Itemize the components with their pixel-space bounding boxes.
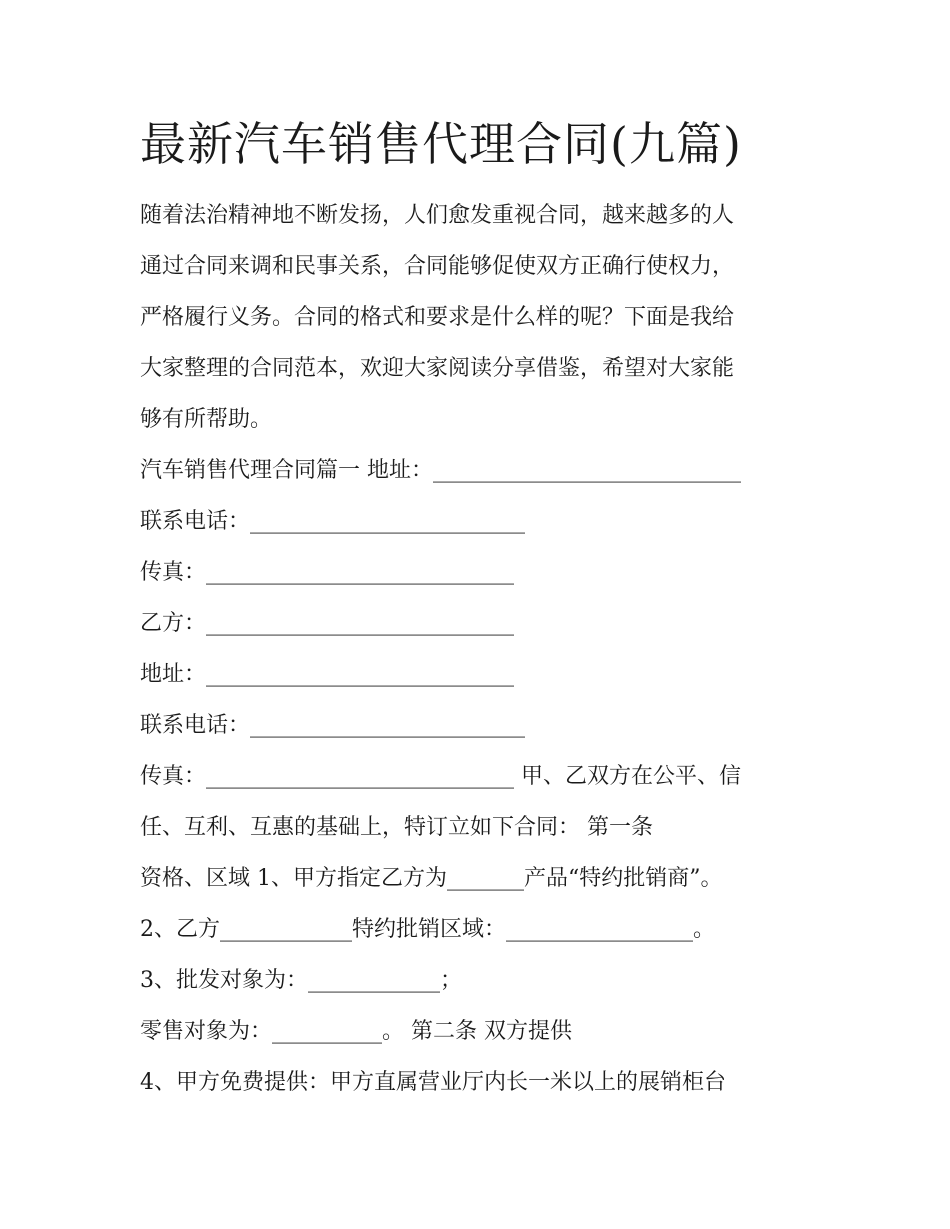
text-line: 够有所帮助。	[140, 407, 273, 432]
form-line-fax: 传真：____________________________	[140, 560, 515, 585]
clause-line: 2、乙方____________特约批销区域：_________________。	[140, 917, 715, 942]
form-line-address: 汽车销售代理合同篇一 地址：____________________________	[140, 458, 741, 483]
text-line: 严格履行义务。合同的格式和要求是什么样的呢？下面是我给	[140, 305, 735, 330]
document-body	[140, 190, 820, 1108]
clause-line: 资格、区域 1、甲方指定乙方为_______产品“特约批销商”。	[140, 866, 723, 891]
document-title: 最新汽车销售代理合同(九篇)	[140, 117, 742, 171]
clause-line: 4、甲方免费提供：甲方直属营业厅内长一米以上的展销柜台	[140, 1070, 726, 1095]
text-line: 任、互利、互惠的基础上，特订立如下合同： 第一条	[140, 815, 653, 840]
document-page	[140, 112, 820, 1108]
form-line-fax: 传真：____________________________ 甲、乙双方在公平、信	[140, 764, 741, 789]
form-line-address: 地址：____________________________	[140, 662, 515, 687]
form-line-party-b: 乙方：____________________________	[140, 611, 515, 636]
form-line-phone: 联系电话：_________________________	[140, 509, 526, 534]
clause-line: 零售对象为：__________。 第二条 双方提供	[140, 1019, 572, 1044]
clause-line: 3、批发对象为：____________；	[140, 968, 462, 993]
form-line-phone: 联系电话：_________________________	[140, 713, 526, 738]
text-line: 大家整理的合同范本，欢迎大家阅读分享借鉴，希望对大家能	[140, 356, 735, 381]
text-line: 通过合同来调和民事关系，合同能够促使双方正确行使权力，	[140, 254, 735, 279]
text-line: 随着法治精神地不断发扬，人们愈发重视合同，越来越多的人	[140, 203, 735, 228]
